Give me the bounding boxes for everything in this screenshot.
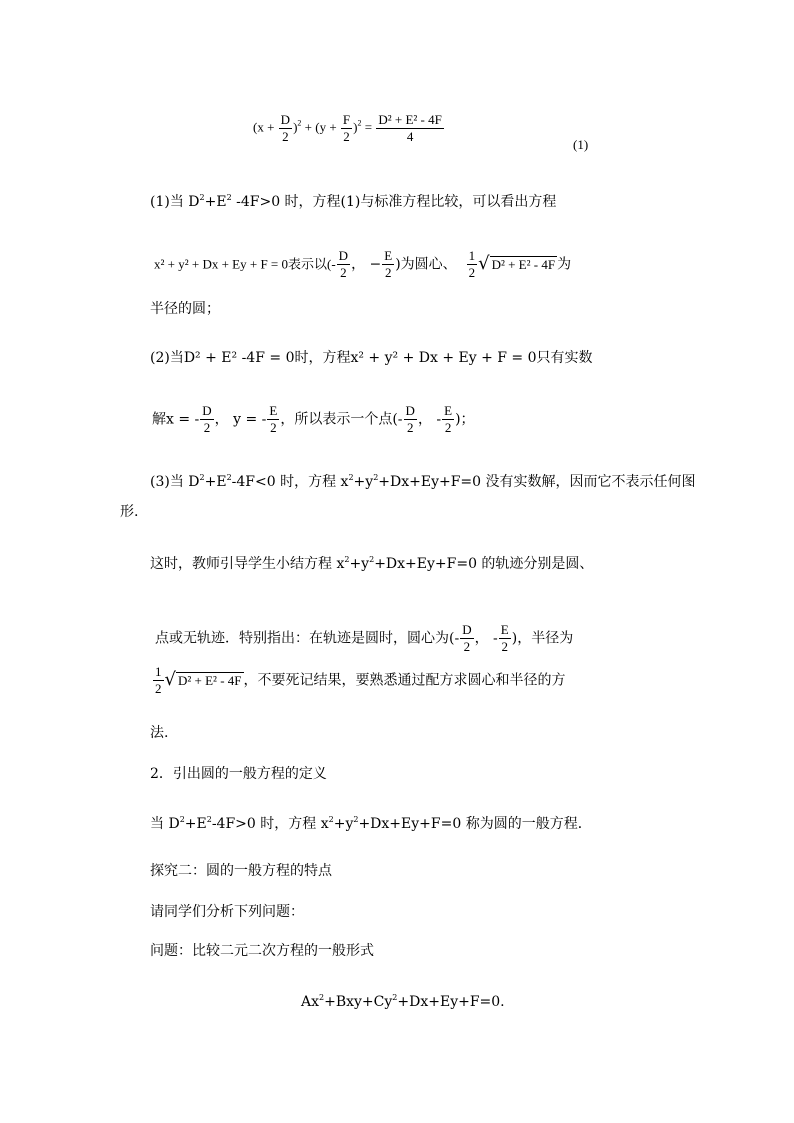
equation-1-label: (1) — [573, 137, 589, 152]
eq1-lhs: (x + — [253, 119, 275, 135]
explore2-prompt: 请同学们分析下列问题： — [150, 904, 304, 920]
fraction-rhs: $\frac{\text{D² + E² - 4F}}{4}$ — [378, 112, 442, 144]
sqrt-radical: √ D² + E² - 4F — [478, 253, 556, 274]
para1-line3: 半径的圆； — [150, 301, 220, 317]
explore2-title: 探究二：圆的一般方程的特点 — [150, 863, 332, 879]
section2-definition: 当 $D^2+E^2-4F>0$ 时，方程 $x^2+y^2+Dx+Ey+F=0$ 称为圆的一般方程． — [150, 815, 592, 832]
para3-line2: 形. — [120, 504, 139, 520]
para4-line3: $\frac{1}{2}$ √ D² + E² - 4F ，不要死记结果，要熟悉通过配方求圆心和半径的方 — [155, 664, 566, 696]
para2-line2: 解x = - $\frac{D}{2}$ ， y = - $\frac{E}{2}$ ，所以表示一个点(- $\frac{D}{2}$ ， - $\frac{E}{2}$ )； — [152, 403, 475, 435]
explore2-question: 问题：比较二元二次方程的一般形式 — [150, 943, 374, 959]
para4-line4: 法. — [150, 725, 169, 741]
para4-line1: 这时，教师引导学生小结方程 $x^2+y^2+Dx+Ey+F=0$ 的轨迹分别是圆、 — [150, 555, 594, 572]
fraction-d-over-2: $\frac{D}{2}$ — [280, 112, 291, 144]
para1-line1: (1)当 $D^2+E^2$ -4F>0 时，方程(1)与标准方程比较，可以看出方程 — [150, 193, 557, 210]
para3-line1: (3)当 $D^2+E^2-4F<0$ 时，方程 $x^2+y^2+Dx+Ey+F=0$ 没有实数解，因而它不表示任何图 — [150, 473, 696, 490]
explore2-equation: $Ax^2+Bxy+Cy^2+Dx+Ey+F=0$. — [301, 993, 505, 1010]
para1-line2: x² + y² + Dx + Ey + F = 0表示以(- $\frac{D}{2}$ ， − $\frac{E}{2}$ )为圆心、 $\frac{1}{2}$ √ D² + E² - 4F 为 — [154, 248, 572, 280]
section2-title: 2．引出圆的一般方程的定义 — [150, 766, 327, 782]
para4-line2: 点或无轨迹．特别指出：在轨迹是圆时，圆心为(- $\frac{D}{2}$ ， - $\frac{E}{2}$ )，半径为 — [155, 622, 574, 654]
para2-line1: (2)当D² + E² -4F = 0时，方程x² + y² + Dx + Ey + F = 0只有实数 — [150, 350, 593, 366]
equation-1: (x + $\frac{D}{2}$ )$^2$ + (y + $\frac{F}{2}$ )$^2$ = $\frac{\text{D² + E² - 4F}}{4}$ — [253, 112, 442, 144]
fraction-f-over-2: $\frac{F}{2}$ — [342, 112, 351, 144]
